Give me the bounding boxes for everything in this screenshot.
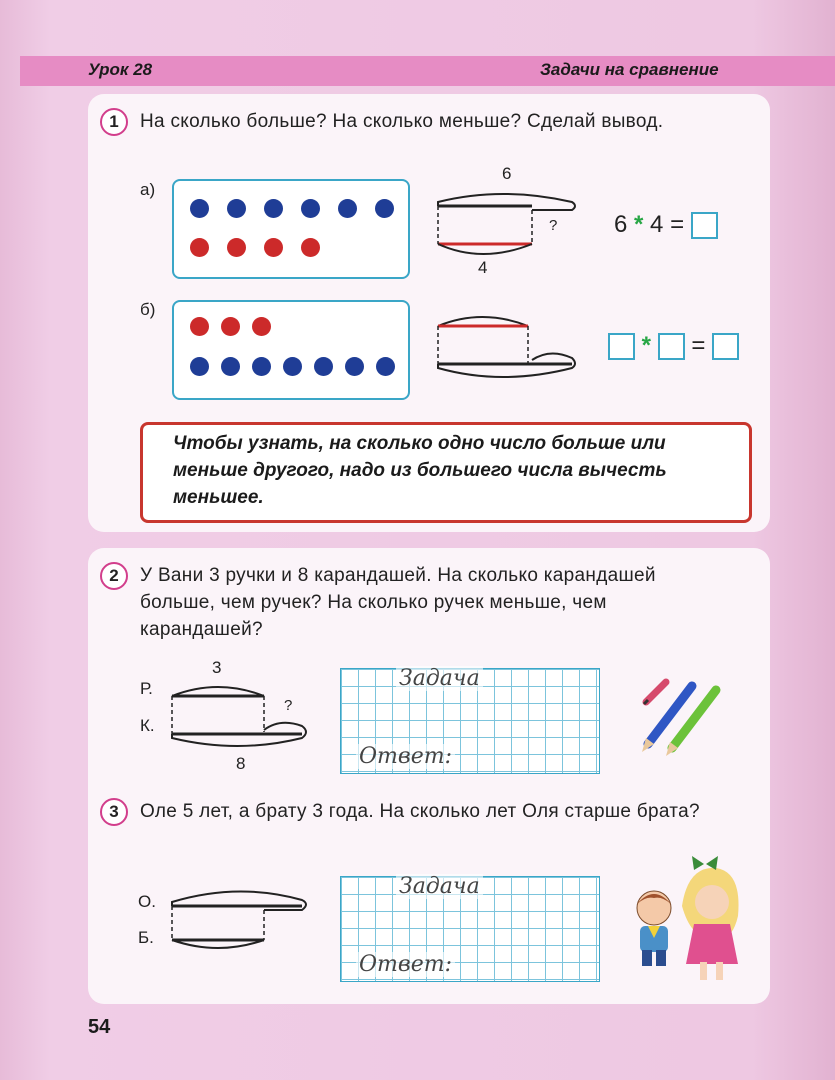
answer-box-3[interactable] — [712, 333, 739, 360]
eq-equals: = — [691, 332, 706, 359]
task1-number: 1 — [100, 108, 128, 136]
task2-text: У Вани 3 ручки и 8 карандашей. На сколько карандашей больше, чем ручек? На сколько ручек меньше, чем карандашей? — [140, 565, 656, 640]
task1-text: На сколько больше? На сколько меньше? Сделай вывод. — [140, 111, 664, 132]
task3-number: 3 — [100, 798, 128, 826]
topic-title: Задачи на сравнение — [540, 60, 719, 79]
task1a-label: а) — [140, 180, 156, 199]
task3-text: Оле 5 лет, а брату 3 года. На сколько лет Оля старше брата? — [140, 801, 700, 822]
answer-box-1[interactable] — [608, 333, 635, 360]
eq-right: 4 — [650, 211, 664, 238]
blue-dot — [301, 199, 320, 218]
red-dot — [190, 238, 209, 257]
rule-box — [140, 422, 752, 523]
task1b-label: б) — [140, 300, 156, 319]
red-dot — [252, 317, 271, 336]
eq-equals: = — [670, 211, 685, 238]
task1b-equation — [608, 332, 739, 360]
page-number: 54 — [88, 1016, 111, 1038]
task2-label-r: Р. — [140, 679, 153, 698]
task3-label-b: Б. — [138, 928, 154, 947]
task3-grid-answer-label: Ответ: — [356, 952, 455, 977]
answer-box[interactable] — [691, 212, 718, 239]
task2-grid-answer-label: Ответ: — [356, 744, 455, 769]
blue-dot — [283, 357, 302, 376]
eq-left: 6 — [614, 211, 628, 238]
eq-operator: * — [641, 332, 652, 359]
boy-icon — [637, 891, 671, 966]
task3-segment-diagram — [168, 882, 328, 962]
task2-top-number: 3 — [212, 658, 222, 677]
red-dot — [227, 238, 246, 257]
task1a-top-number: 6 — [502, 164, 512, 183]
task3-label-o: О. — [138, 892, 156, 911]
task1a-segment-diagram — [432, 178, 582, 268]
blue-dot — [190, 199, 209, 218]
blue-dot — [338, 199, 357, 218]
task2-number: 2 — [100, 562, 128, 590]
task1b-segment-diagram — [432, 304, 582, 384]
task1a-dot-box — [172, 179, 410, 279]
red-dot — [264, 238, 283, 257]
task2-bottom-number: 8 — [236, 754, 246, 773]
task3-grid-task-label: Задача — [396, 874, 483, 899]
task2-question: ? — [284, 697, 293, 714]
task2-grid-task-label: Задача — [396, 666, 483, 691]
task2-label-k: К. — [140, 716, 155, 735]
green-pencil-icon — [666, 690, 716, 756]
red-pencil-icon — [644, 682, 666, 704]
pencils-illustration — [640, 676, 724, 756]
answer-box-2[interactable] — [658, 333, 685, 360]
task2-segment-diagram — [168, 676, 328, 756]
eq-operator: * — [634, 211, 644, 238]
lesson-title: Урок 28 — [88, 60, 153, 79]
task1a-equation — [614, 211, 718, 239]
blue-dot — [190, 357, 209, 376]
task1a-question: ? — [549, 217, 558, 234]
red-dot — [301, 238, 320, 257]
blue-dot — [376, 357, 395, 376]
blue-dot — [252, 357, 271, 376]
rule-text: Чтобы узнать, на сколько одно число больше или меньше другого, надо из большего числа вычесть меньшее. — [173, 433, 667, 508]
blue-dot — [345, 357, 364, 376]
girl-icon — [682, 856, 739, 980]
blue-dot — [314, 357, 333, 376]
blue-dot — [375, 199, 394, 218]
children-illustration — [620, 846, 750, 986]
task1a-top-brace — [438, 194, 575, 210]
blue-dot — [264, 199, 283, 218]
task1b-dot-box — [172, 300, 410, 400]
task1a-bottom-number: 4 — [478, 258, 488, 277]
blue-dot — [221, 357, 240, 376]
blue-dot — [227, 199, 246, 218]
red-dot — [190, 317, 209, 336]
red-dot — [221, 317, 240, 336]
